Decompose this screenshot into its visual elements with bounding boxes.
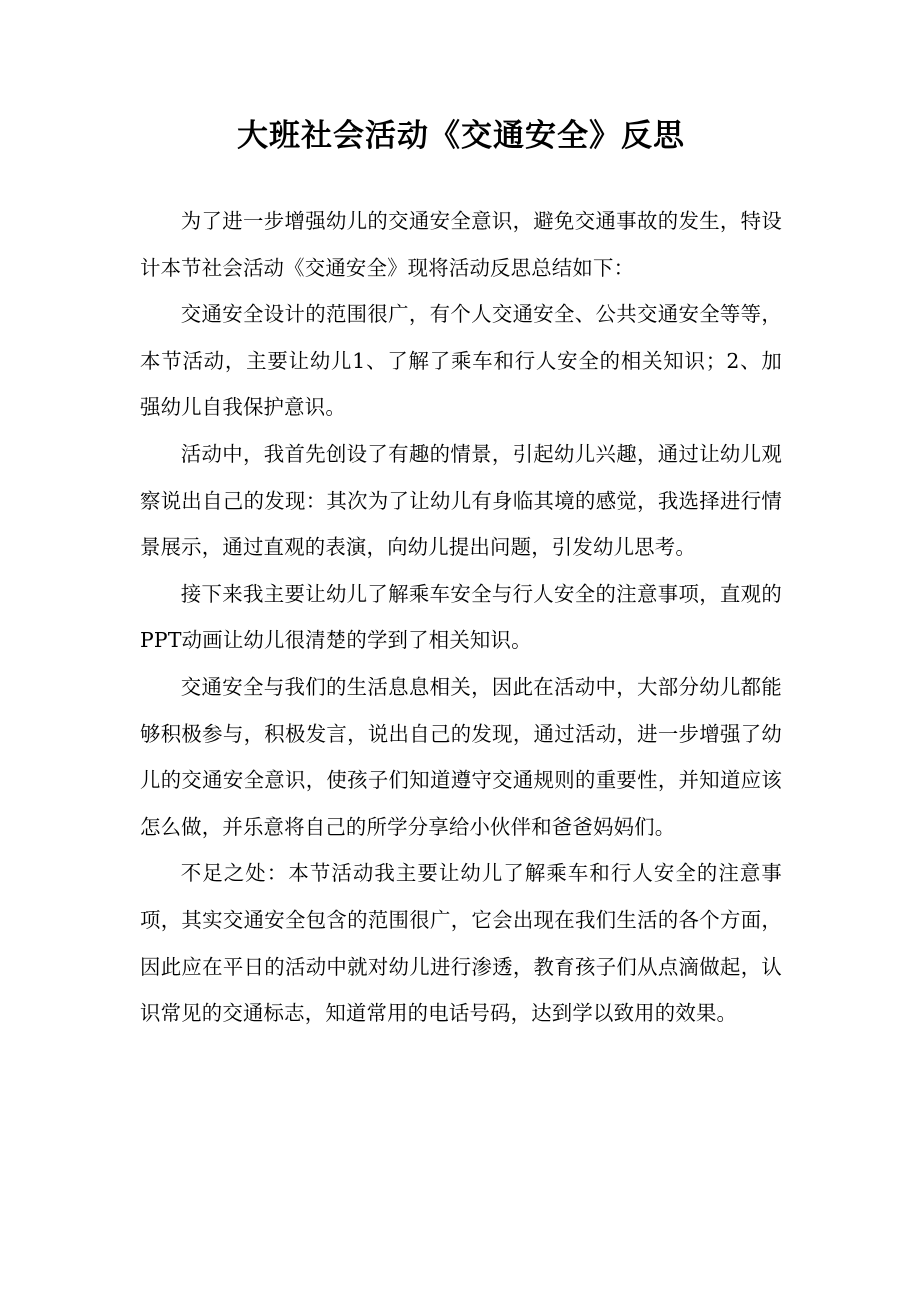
paragraph-intro: 为了进一步增强幼儿的交通安全意识，避免交通事故的发生，特设计本节社会活动《交通安全》现将活动反思总结如下： <box>140 209 782 280</box>
paragraph-scope: 交通安全设计的范围很广，有个人交通安全、公共交通安全等等，本节活动，主要让幼儿1、了解了乘车和行人安全的相关知识；2、加强幼儿自我保护意识。 <box>140 302 782 420</box>
document-body <box>140 198 782 1037</box>
paragraph-process: 活动中，我首先创设了有趣的情景，引起幼儿兴趣，通过让幼儿观察说出自己的发现：其次为了让幼儿有身临其境的感觉，我选择进行情景展示，通过直观的表演，向幼儿提出问题，引发幼儿思考。 <box>140 441 782 560</box>
document-title: 大班社会活动《交通安全》反思 <box>237 118 685 154</box>
paragraph-shortcomings: 不足之处：本节活动我主要让幼儿了解乘车和行人安全的注意事项，其实交通安全包含的范围很广，它会出现在我们生活的各个方面，因此应在平日的活动中就对幼儿进行渗透，教育孩子们从点滴做起，认识常见的交通标志，知道常用的电话号码，达到学以致用的效果。 <box>140 861 782 1026</box>
paragraph-ppt: 接下来我主要让幼儿了解乘车安全与行人安全的注意事项，直观的PPT动画让幼儿很清楚的学到了相关知识。 <box>140 581 782 653</box>
paragraph-participation: 交通安全与我们的生活息息相关，因此在活动中，大部分幼儿都能够积极参与，积极发言，说出自己的发现，通过活动，进一步增强了幼儿的交通安全意识，使孩子们知道遵守交通规则的重要性，并知道应该怎么做，并乐意将自己的所学分享给小伙伴和爸爸妈妈们。 <box>140 674 782 839</box>
